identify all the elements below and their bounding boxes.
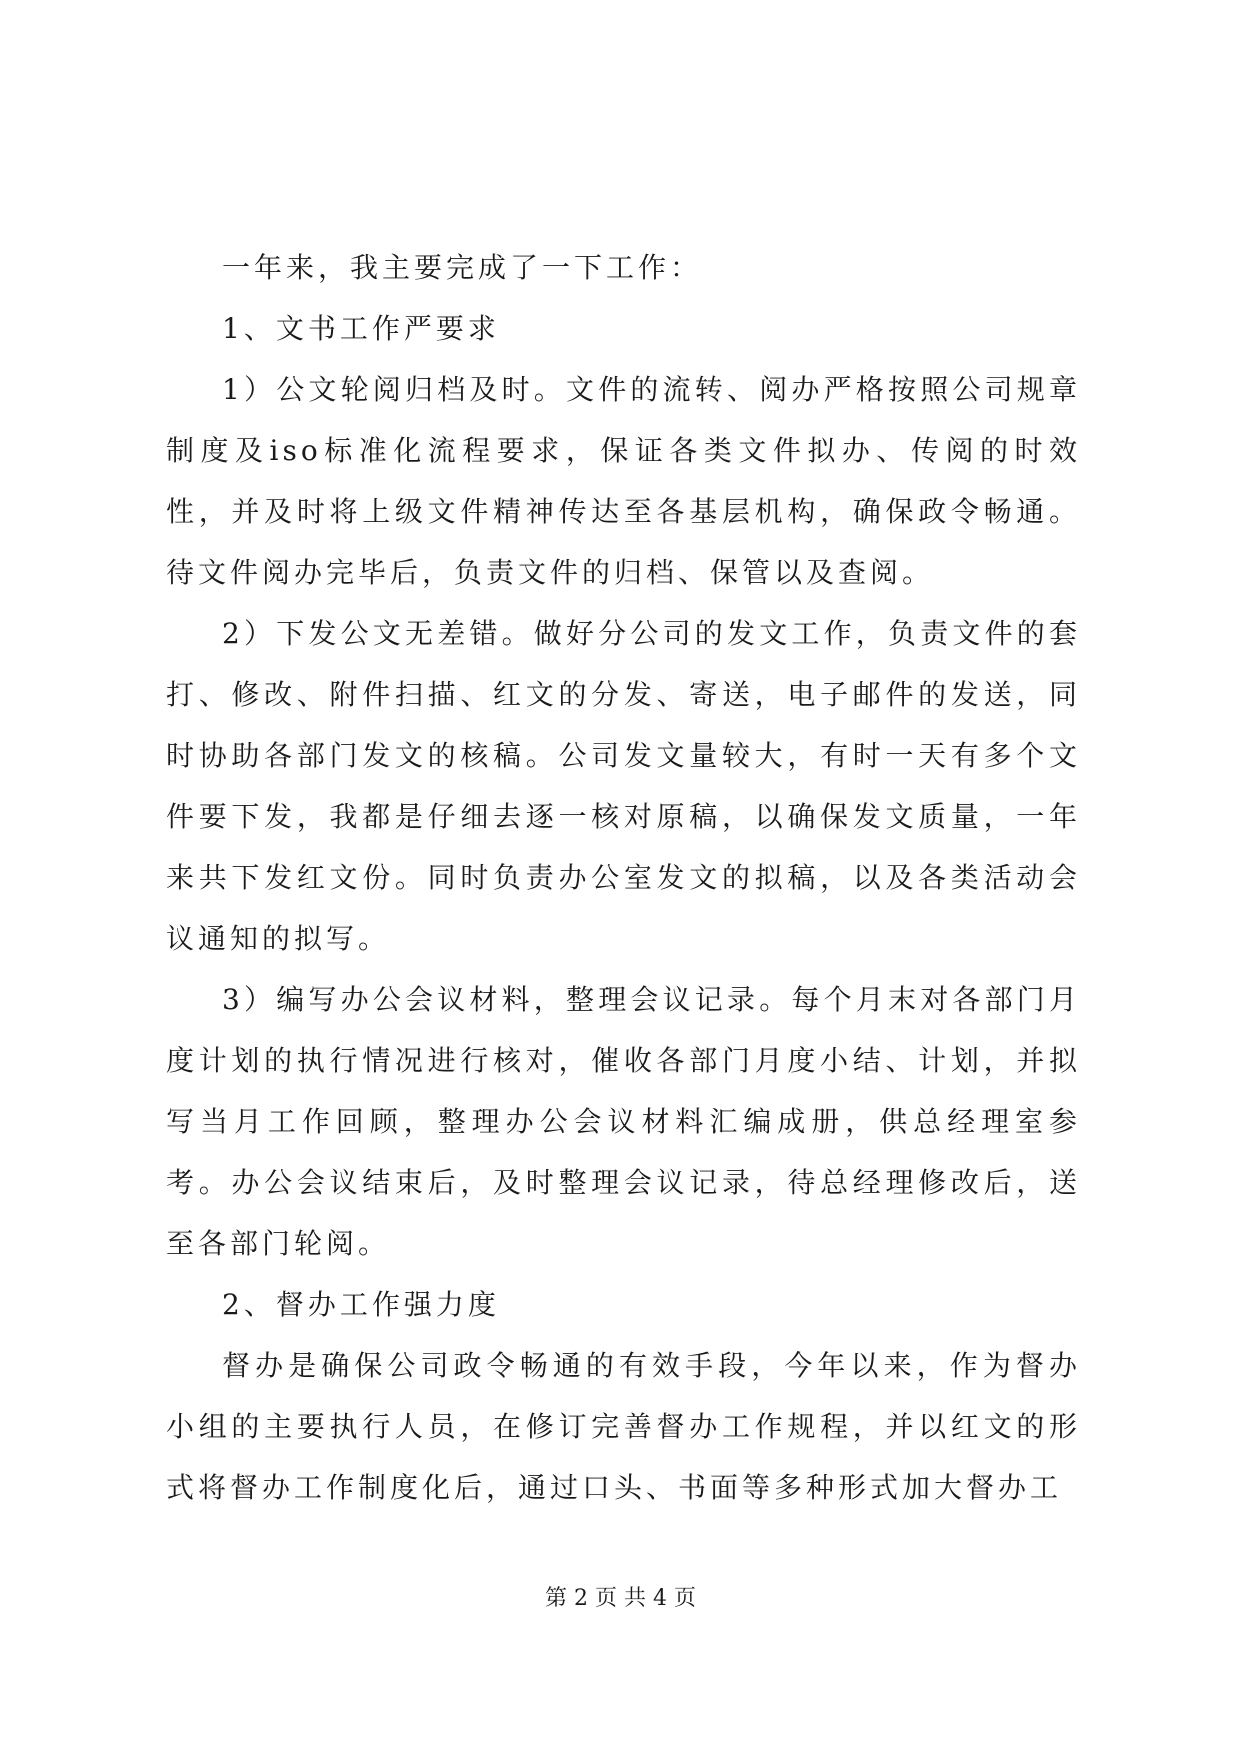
section-heading-1: 1、文书工作严要求 — [222, 312, 500, 345]
paragraph-1-2: 2）下发公文无差错。做好分公司的发文工作，负责文件的套打、修改、附件扫描、红文的分发、寄送，电子邮件的发送，同时协助各部门发文的核稿。公司发文量较大，有时一天有多个文件要下发，我都是仔细去逐一核对原稿，以确保发文质量，一年来共下发红文份。同时负责办公室发文的拟稿，以及各类活动会议通知的拟写。 — [166, 617, 1081, 955]
section-heading-2: 2、督办工作强力度 — [222, 1288, 500, 1321]
paragraph-intro: 一年来，我主要完成了一下工作： — [222, 251, 703, 284]
paragraph-1-1: 1）公文轮阅归档及时。文件的流转、阅办严格按照公司规章制度及iso标准化流程要求，保证各类文件拟办、传阅的时效性，并及时将上级文件精神传达至各基层机构，确保政令畅通。待文件阅办完毕后，负责文件的归档、保管以及查阅。 — [166, 373, 1081, 589]
page-number-footer: 第 2 页 共 4 页 — [545, 1586, 696, 1611]
paragraph-2-1: 督办是确保公司政令畅通的有效手段，今年以来，作为督办小组的主要执行人员，在修订完善督办工作规程，并以红文的形式将督办工作制度化后，通过口头、书面等多种形式加大督办工 — [166, 1349, 1081, 1504]
paragraph-1-3: 3）编写办公会议材料，整理会议记录。每个月末对各部门月度计划的执行情况进行核对，催收各部门月度小结、计划，并拟写当月工作回顾，整理办公会议材料汇编成册，供总经理室参考。办公会议结束后，及时整理会议记录，待总经理修改后，送至各部门轮阅。 — [166, 983, 1081, 1260]
document-body — [166, 237, 1081, 1518]
